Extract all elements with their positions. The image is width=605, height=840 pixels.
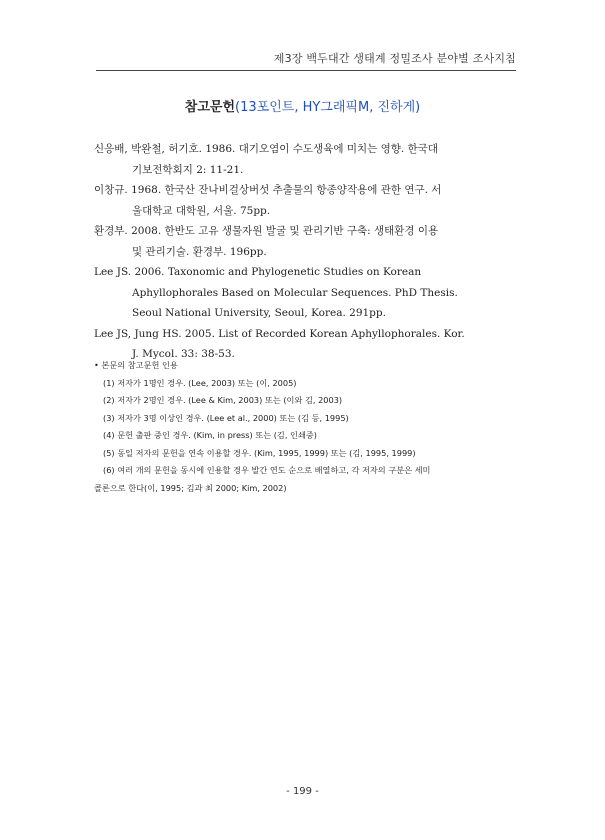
section-title-text: 참고문헌 — [184, 100, 236, 115]
reference-first-line: 환경부. 2008. 한반도 고유 생물자원 발굴 및 관리기반 구축: 생태환경 이용 — [94, 225, 439, 237]
citation-rule: (1) 저자가 1명인 경우. (Lee, 2003) 또는 (이, 2005) — [103, 377, 297, 388]
reference-list — [94, 139, 516, 365]
section-title — [0, 96, 605, 115]
citation-rule: (3) 저자가 3명 이상인 경우. (Lee et al., 2000) 또는 (김 등, 1995) — [103, 412, 349, 423]
citation-rule: (6) 여러 개의 문헌을 동시에 인용할 경우 발간 연도 순으로 배열하고, 각 저자의 구분은 세미 — [103, 465, 431, 475]
citation-rule: (4) 문헌 출판 중인 경우. (Kim, in press) 또는 (김, 인쇄중) — [103, 430, 317, 440]
citation-rule-continuation: 콜론으로 한다(이, 1995; 김과 최 2000; Kim, 2002) — [94, 482, 287, 493]
citation-rule: (5) 동일 저자의 문헌을 연속 이용할 경우. (Kim, 1995, 1999) 또는 (김, 1995, 1999) — [103, 447, 416, 458]
citation-rule: (2) 저자가 2명인 경우. (Lee & Kim, 2003) 또는 (이와 김, 2003) — [103, 395, 343, 405]
citation-guide — [94, 357, 516, 497]
reference-first-line: 신응배, 박완철, 허기호. 1986. 대기오염이 수도생육에 미치는 영향. 한국대 — [94, 143, 438, 155]
reference-first-line: 이창규. 1968. 한국산 잔나비걸상버섯 추출물의 항종양작용에 관한 연구. 서 — [94, 184, 442, 196]
reference-continuation-line: J. Mycol. 33: 38-53. — [132, 348, 235, 360]
reference-continuation-line: Seoul National University, Seoul, Korea. 291pp. — [132, 307, 386, 319]
reference-entry — [94, 180, 516, 221]
header-divider — [96, 70, 516, 71]
reference-entry — [94, 262, 516, 324]
reference-continuation-line: 및 관리기술. 환경부. 196pp. — [132, 245, 267, 258]
reference-continuation-line: 울대학교 대학원, 서울. 75pp. — [132, 204, 271, 217]
reference-entry — [94, 139, 516, 180]
section-title-style-note: (13포인트, HY그래픽M, 진하게) — [235, 100, 421, 115]
reference-first-line: Lee JS. 2006. Taxonomic and Phylogenetic Studies on Korean — [94, 266, 422, 278]
reference-continuation-line: Aphyllophorales Based on Molecular Sequences. PhD Thesis. — [132, 286, 458, 299]
reference-continuation-line: 기보전학회지 2: 11-21. — [132, 163, 244, 176]
reference-entry — [94, 221, 516, 262]
reference-first-line: Lee JS, Jung HS. 2005. List of Recorded Korean Aphyllophorales. Kor. — [94, 327, 465, 340]
running-header: 제3장 백두대간 생태계 정밀조사 분야별 조사지침 — [273, 52, 516, 65]
page-number: - 199 - — [286, 786, 319, 797]
citation-guide-heading: • 본문의 참고문헌 인용 — [94, 360, 178, 370]
